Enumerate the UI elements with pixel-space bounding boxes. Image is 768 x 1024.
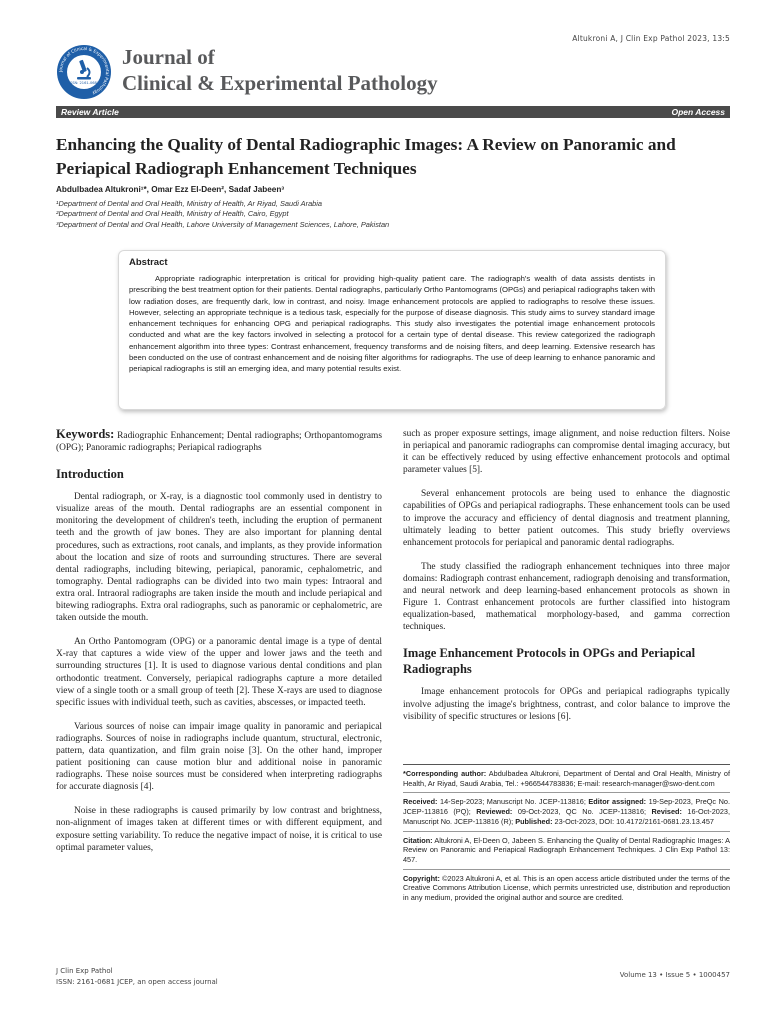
corresponding-author: [403, 769, 730, 793]
running-citation: Altukroni A, J Clin Exp Pathol 2023, 13:5: [572, 34, 730, 43]
editor-label: Editor assigned:: [588, 797, 647, 807]
article-type-label: Review Article: [61, 107, 119, 117]
received-label: Received:: [403, 797, 438, 807]
affiliations: [56, 199, 389, 230]
reviewed-text: 09-Oct-2023, QC No. JCEP-113816;: [517, 807, 647, 817]
keywords-text: Radiographic Enhancement; Dental radiographs; Orthopantomograms (OPG); Panoramic radiographs; Periapical radiographs: [56, 431, 383, 454]
right-paragraph-2: Several enhancement protocols are being used to enhance the diagnostic capabilities of OPGs and periapical radiographs. These enhancement tools can be used to improve the accuracy and efficiency of dental diagnosis and treatment planning, ultimately leading to better patient outcomes. This study briefly overviews enhancement protocols for periapical and panoramic dental radiographs.: [403, 489, 730, 548]
revised-text: 16-Oct-2023, Manuscript No. JCEP-113816 (R);: [403, 807, 730, 826]
intro-paragraph-1: Dental radiograph, or X-ray, is a diagnostic tool commonly used in dentistry to visualize areas of the mouth. Dental radiographs are an essential component in monitoring the development of children's teeth, including the eruption of permanent teeth and the growth of jaw bones. They are also important for planning dental procedures, such as extractions, root canals, and implants, as they provide information about the location and size of roots and surrounding structures. There are several dental radiographs, including bitewing, periapical, panoramic, cephalometric, and tomography. Dental radiographs can be divided into two main types: Intraoral and extra oral. Intraoral radiographs are taken inside the mouth and include periapical and bitewing radiographs. Extra oral radiographs, such as panoramic or cephalometric, are taken outside the mouth.: [56, 492, 382, 624]
journal-logo: [56, 44, 112, 100]
abstract-box: [118, 250, 666, 410]
introduction-heading: Introduction: [56, 467, 124, 482]
affiliation-2: ²Department of Dental and Oral Health, Ministry of Health, Cairo, Egypt: [56, 209, 289, 219]
journal-title-line2: Clinical & Experimental Pathology: [122, 71, 438, 95]
intro-paragraph-2: An Ortho Pantomogram (OPG) or a panoramic dental image is a type of dental X-ray that captures a wide view of the upper and lower jaws and the teeth and surrounding structures [1]. It is used to diagnose various dental conditions and plan orthodontic treatment. Conversely, periapical radiographs capture a more detailed view of a single tooth or a small group of teeth [2]. These X-rays are used to diagnose specific issues with individual teeth, such as cavities, abscesses, or impacted teeth.: [56, 637, 382, 708]
footer-journal-abbrev: J Clin Exp Pathol: [56, 967, 113, 975]
correspondence-box: [403, 764, 730, 911]
logo-ring-text: Journal of Clinical & Experimental Pathology: [58, 46, 110, 96]
corr-text: Abdulbadea Altukroni, Department of Dental and Oral Health, Ministry of Health, Ar Riyad, Saudi Arabia, Tel.: +966544783836; E-mail: research-manager@swo-dent.com: [403, 769, 730, 788]
open-access-label: Open Access: [671, 107, 725, 117]
logo-issn: ISSN: 2161-0681: [68, 81, 100, 85]
footer-volume: Volume 13 • Issue 5 • 1000457: [619, 971, 730, 979]
article-type-band: [56, 106, 730, 118]
article-title: Enhancing the Quality of Dental Radiographic Images: A Review on Panoramic and Periapical Radiograph Enhancement Techniques: [56, 135, 676, 178]
citation-text: Altukroni A, El-Deen O, Jabeen S. Enhancing the Quality of Dental Radiographic Images: A Review on Panoramic and Periapical Radiograph Enhancement Techniques. J Clin Exp Pathol 13: 457.: [403, 835, 730, 864]
footer-issn: ISSN: 2161-0681 JCEP, an open access journal: [56, 978, 218, 986]
right-paragraph-3: The study classified the radiograph enhancement techniques into three major domains: Radiograph contrast enhancement, radiograph denoising and transformation, and neural network and deep learning-based enhancement protocols as shown in Figure 1. Contrast enhancement protocols are further classified into histogram equalization-based, mathematical morphology-based, and gamma correction techniques.: [403, 561, 730, 633]
footer-left: [56, 966, 218, 988]
citation-label: Citation:: [403, 835, 433, 845]
copyright-block: [403, 874, 730, 907]
corr-label: *Corresponding author:: [403, 769, 487, 778]
editor-text: 19-Sep-2023, PreQc No. JCEP-113816 (PQ);: [403, 797, 730, 817]
citation-block: [403, 836, 730, 870]
revised-label: Revised:: [651, 807, 682, 817]
copyright-label: Copyright:: [403, 873, 440, 883]
intro-paragraph-3: Various sources of noise can impair image quality in panoramic and periapical radiographs. Sources of noise in radiographs include quantum, structural, electronic, pattern, data quantization, and film grain noise [3]. On the other hand, improper patient positioning can cause motion blur and additional noise in panoramic radiographs. These noise sources must be considered when interpreting radiographs for accurate diagnosis [4].: [56, 721, 382, 793]
received-text: 14-Sep-2023; Manuscript No. JCEP-113816;: [440, 797, 586, 807]
abstract-text: Appropriate radiographic interpretation is critical for providing high-quality patient care. The radiograph's wealth of data assists dentists in prescribing the best treatment option for their patients. Dental radiographs, particularly Ortho Pantomograms (OPGs) and periapical radiographs taken with low radiation doses, are frequently dark, low in contrast, and noisy. Image enhancement protocols are applied to radiographs to resolve these issues. However, selecting an appropriate technique is a tedious task, especially for the purpose of disease diagnosis. This study aims to survey standard image enhancement techniques for enhancing OPG and periapical radiographs. This study also investigates the potential image enhancement protocols conducted and what are the key factors involved in selecting a protocol for a certain type of dental disease. This review categorized the radiograph enhancement algorithm into three types: Contrast enhancement, frequency transforms and de noising filters, and deep learning. Extensive research has been conducted on the use of contrast enhancement and de noising filter algorithms for radiographs. The use of deep learning to enhance panoramic and periapical radiographs is still an emerging idea, and many potential results exist.: [129, 274, 656, 374]
published-label: Published:: [515, 816, 553, 826]
journal-title-line1: Journal of: [122, 45, 215, 69]
published-text: 23-Oct-2023, DOI: 10.4172/2161-0681.23.13.457: [554, 816, 714, 826]
copyright-text: ©2023 Altukroni A, et al. This is an open access article distributed under the terms of the Creative Commons Attribution License, which permits unrestricted use, distribution and reproduction in any medium, provided the original author and source are credited.: [403, 873, 730, 903]
reviewed-label: Reviewed:: [476, 807, 513, 817]
right-paragraph-1: such as proper exposure settings, image alignment, and noise reduction filters. Noise in periapical and panoramic radiographs can compromise dental imaging accuracy, but it can be effectively reduced by using effective enhancement protocols and optimal parameter values [5].: [403, 429, 730, 476]
abstract-heading: Abstract: [129, 257, 168, 268]
right-paragraph-4: Image enhancement protocols for OPGs and periapical radiographs typically involve adjusting the image's brightness, contrast, and color balance to improve the visibility of specific structures or lesions [6].: [403, 687, 730, 722]
left-column: [56, 428, 382, 866]
keywords-label: Keywords:: [56, 427, 115, 441]
article-dates: [403, 797, 730, 831]
keywords: [56, 428, 382, 454]
affiliation-3: ³Department of Dental and Oral Health, Lahore University of Management Sciences, Lahore, Pakistan: [56, 219, 390, 229]
intro-paragraph-4: Noise in these radiographs is caused primarily by low contrast and brightness, non-alignment of images taken at different times or with different equipment, and exposure setting variability. To reduce the negative impact of noise, it is critical to use optimal parameter values,: [56, 806, 382, 853]
journal-title: [122, 44, 438, 96]
author-list: Abdulbadea Altukroni¹*, Omar Ezz El-Deen², Sadaf Jabeen³: [56, 185, 285, 194]
right-column: [403, 428, 730, 735]
section-heading-enhancement: Image Enhancement Protocols in OPGs and Periapical Radiographs: [403, 646, 696, 677]
affiliation-1: ¹Department of Dental and Oral Health, Ministry of Health, Ar Riyad, Saudi Arabia: [56, 199, 323, 208]
